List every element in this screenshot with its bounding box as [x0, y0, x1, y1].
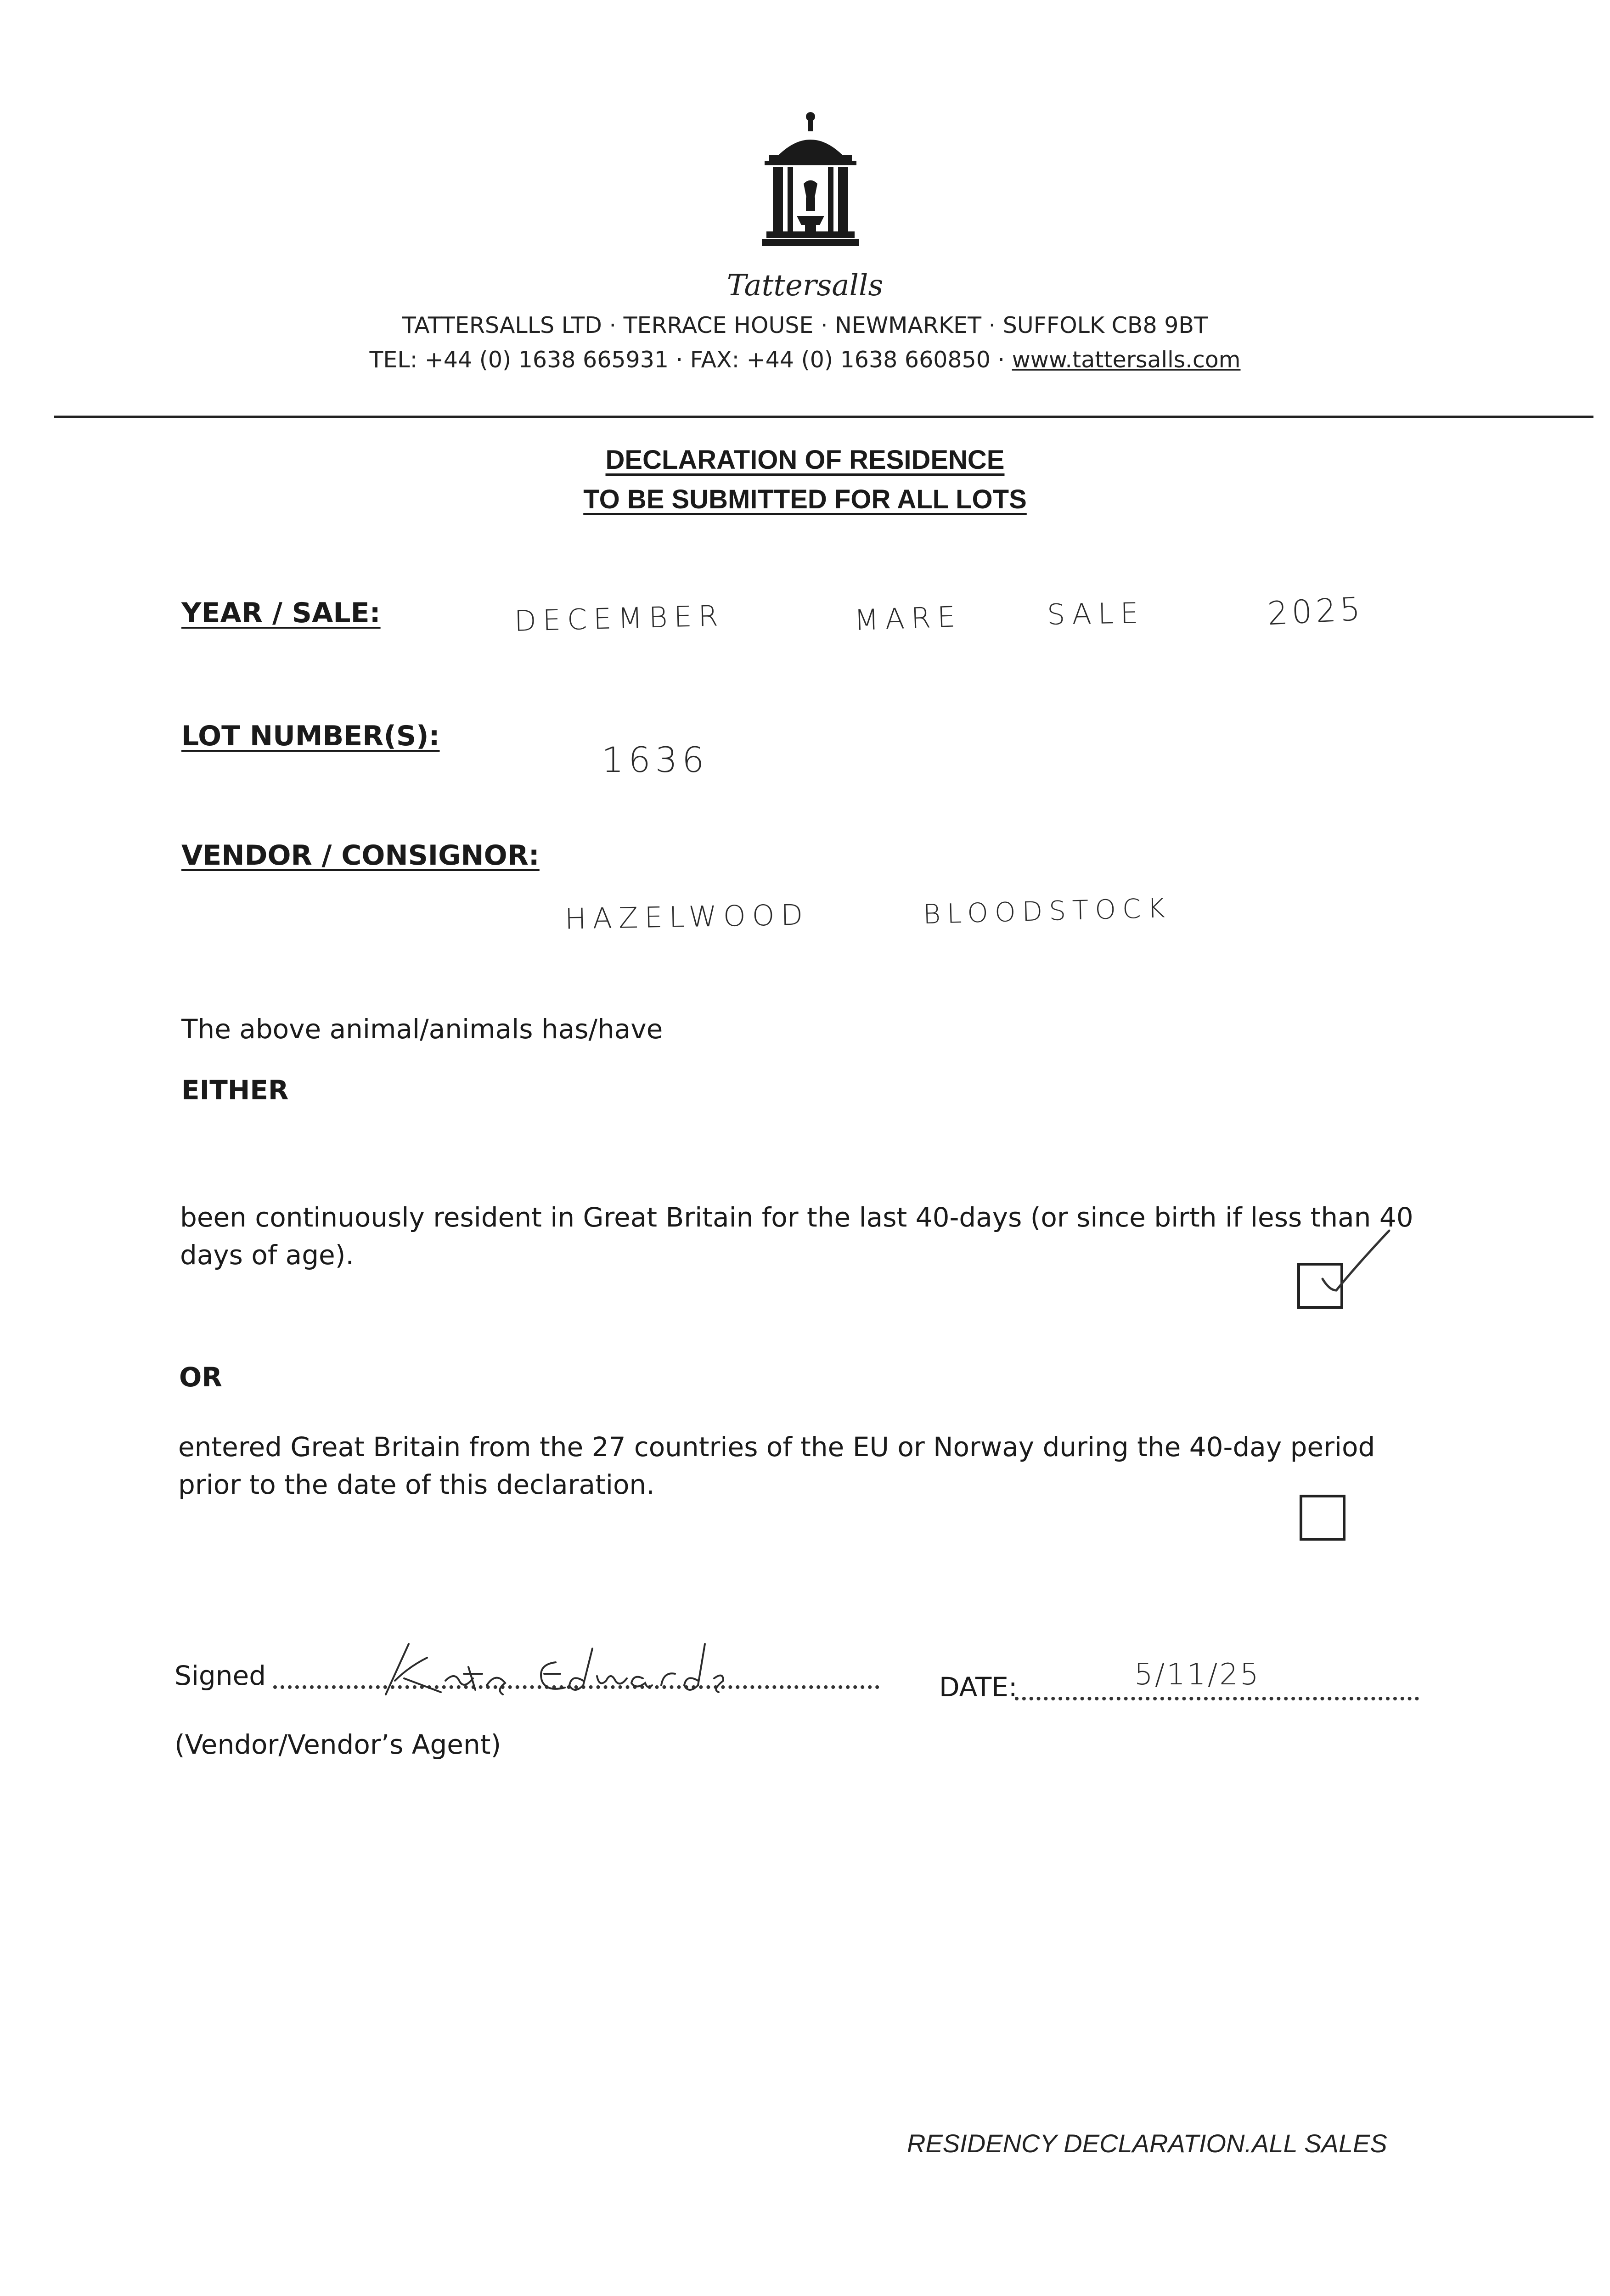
footer-reference: RESIDENCY DECLARATION.ALL SALES: [907, 2129, 1387, 2158]
year-sale-label: YEAR / SALE:: [181, 597, 381, 629]
contact-line: [254, 347, 1356, 373]
either-heading: EITHER: [181, 1075, 289, 1106]
document-subtitle: TO BE SUBMITTED FOR ALL LOTS: [583, 484, 1027, 514]
year-sale-value-month: DECEMBER: [514, 599, 725, 638]
year-sale-value-year: 2025: [1266, 590, 1365, 633]
vendor-value-type: BLOODSTOCK: [923, 892, 1172, 930]
option2-text: entered Great Britain from the 27 countries of the EU or Norway during the 40-day period prior to the date of this declaration.: [178, 1431, 1375, 1500]
address-line: TATTERSALLS LTD · TERRACE HOUSE · NEWMARKET · SUFFOLK CB8 9BT: [402, 312, 1208, 338]
signed-label: Signed: [175, 1660, 266, 1691]
vendor-value-name: HAZELWOOD: [564, 898, 810, 936]
date-line: [1015, 1697, 1419, 1700]
vendor-label: VENDOR / CONSIGNOR:: [181, 839, 540, 872]
declaration-intro: The above animal/animals has/have: [181, 1013, 663, 1045]
date-value: 5/11/25: [1134, 1658, 1261, 1692]
signer-role-label: (Vendor/Vendor’s Agent): [175, 1729, 501, 1760]
lot-numbers-value: 1636: [602, 739, 709, 780]
option1-text: been continuously resident in Great Britain for the last 40-days (or since birth if less than 40 days of age).: [180, 1202, 1413, 1271]
contact-phone-fax: TEL: +44 (0) 1638 665931 · FAX: +44 (0) 1638 660850 ·: [369, 347, 1012, 373]
tattersalls-logo-icon: [760, 110, 861, 262]
header-divider: [54, 416, 1593, 418]
year-sale-value-type: MARE: [853, 599, 963, 637]
brand-name: Tattersalls: [726, 269, 884, 303]
option2-checkbox[interactable]: [1300, 1495, 1345, 1541]
signature-name: [386, 1649, 614, 1686]
checkmark-icon: [1304, 1221, 1396, 1313]
or-heading: OR: [179, 1362, 222, 1393]
date-label: DATE:: [939, 1671, 1018, 1703]
document-title: DECLARATION OF RESIDENCE: [605, 445, 1005, 475]
website-link[interactable]: www.tattersalls.com: [1012, 347, 1241, 373]
lot-numbers-label: LOT NUMBER(S):: [181, 720, 440, 752]
year-sale-value-sale: SALE: [1047, 596, 1145, 631]
